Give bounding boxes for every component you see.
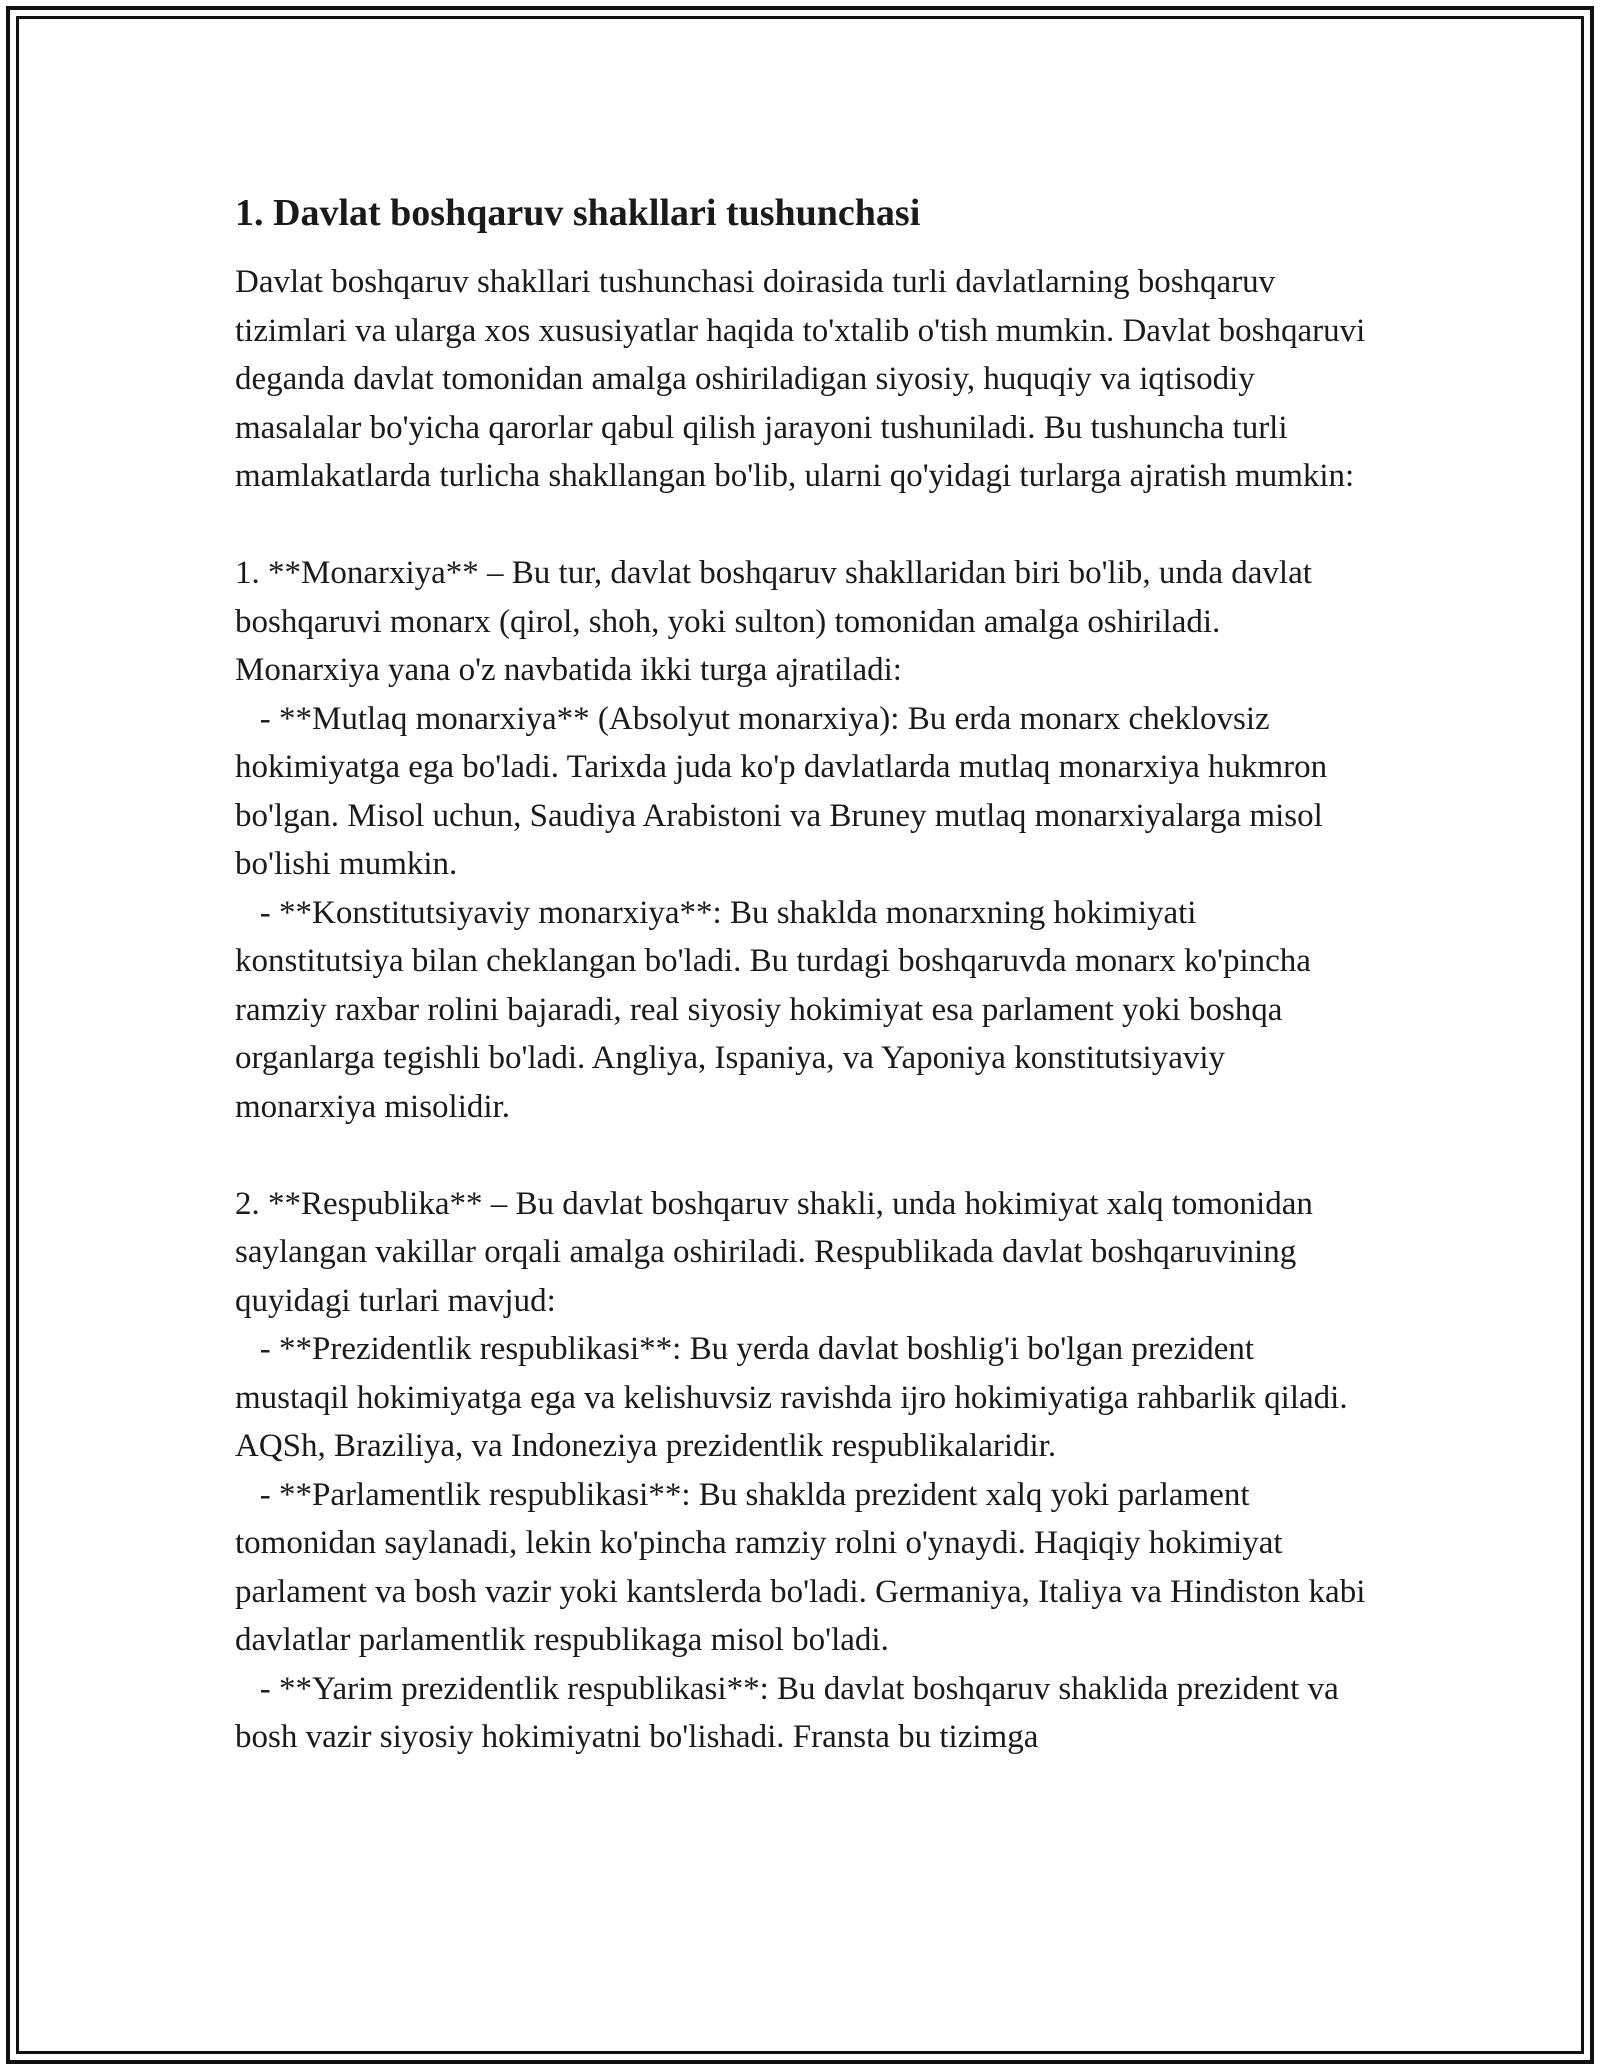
page-title: 1. Davlat boshqaruv shakllari tushunchasi [235, 192, 921, 234]
document-page [235, 188, 1374, 1762]
document-body [235, 258, 1374, 1762]
section-republic-lead: 2. **Respublika** – Bu davlat boshqaruv shakli, unda hokimiyat xalq tomonidan saylangan vakillar orqali amalga oshiriladi. Respublikada davlat boshqaruvining quyidagi turlari mavjud: [235, 1185, 1313, 1319]
list-item-parliamentary-republic: - **Parlamentlik respublikasi**: Bu shaklda prezident xalq yoki parlament tomonidan saylanadi, lekin ko'pincha ramziy rolni o'ynaydi. Haqiqiy hokimiyat parlament va bosh vazir yoki kantslerda bo'ladi. Germaniya, Italiya va Hindiston kabi davlatlar parlamentlik respublikaga misol bo'ladi. [235, 1476, 1374, 1658]
list-item-semi-presidential-republic: - **Yarim prezidentlik respublikasi**: Bu davlat boshqaruv shaklida prezident va bosh vazir siyosiy hokimiyatni bo'lishadi. Fransta bu tizimga [235, 1670, 1347, 1755]
section-monarchy-lead: 1. **Monarxiya** – Bu tur, davlat boshqaruv shakllaridan biri bo'lib, unda davlat boshqaruvi monarx (qirol, shoh, yoki sulton) tomonidan amalga oshiriladi. Monarxiya yana o'z navbatida ikki turga ajratiladi: [235, 555, 1312, 688]
list-item-presidential-republic: - **Prezidentlik respublikasi**: Bu yerda davlat boshlig'i bo'lgan prezident mustaqil hokimiyatga ega va kelishuvsiz ravishda ijro hokimiyatiga rahbarlik qiladi. AQSh, Braziliya, va Indoneziya prezidentlik respublikalaridir. [235, 1331, 1355, 1464]
list-item-absolute-monarchy: - **Mutlaq monarxiya** (Absolyut monarxiya): Bu erda monarx cheklovsiz hokimiyatga ega bo'ladi. Tarixda juda ko'p davlatlarda mutlaq monarxiya hukmron bo'lgan. Misol uchun, Saudiya Arabistoni va Bruney mutlaq monarxiyalarga misol bo'lishi mumkin. [235, 700, 1336, 882]
intro-paragraph: Davlat boshqaruv shakllari tushunchasi doirasida turli davlatlarning boshqaruv tizimlari va ularga xos xususiyatlar haqida to'xtalib o'tish mumkin. Davlat boshqaruvi deganda davlat tomonidan amalga oshiriladigan siyosiy, huquqiy va iqtisodiy masalalar bo'yicha qarorlar qabul qilish jarayoni tushuniladi. Bu tushuncha turli mamlakatlarda turlicha shakllangan bo'lib, ularni qo'yidagi turlarga ajratish mumkin: [235, 264, 1366, 494]
list-item-constitutional-monarchy: - **Konstitutsiyaviy monarxiya**: Bu shaklda monarxning hokimiyati konstitutsiya bilan cheklangan bo'ladi. Bu turdagi boshqaruvda monarx ko'pincha ramziy raxbar rolini bajaradi, real siyosiy hokimiyat esa parlament yoki boshqa organlarga tegishli bo'ladi. Angliya, Ispaniya, va Yaponiya konstitutsiyaviy monarxiya misolidir. [235, 894, 1320, 1125]
paragraph-spacer [235, 501, 1370, 550]
paragraph-spacer [235, 1131, 1370, 1180]
